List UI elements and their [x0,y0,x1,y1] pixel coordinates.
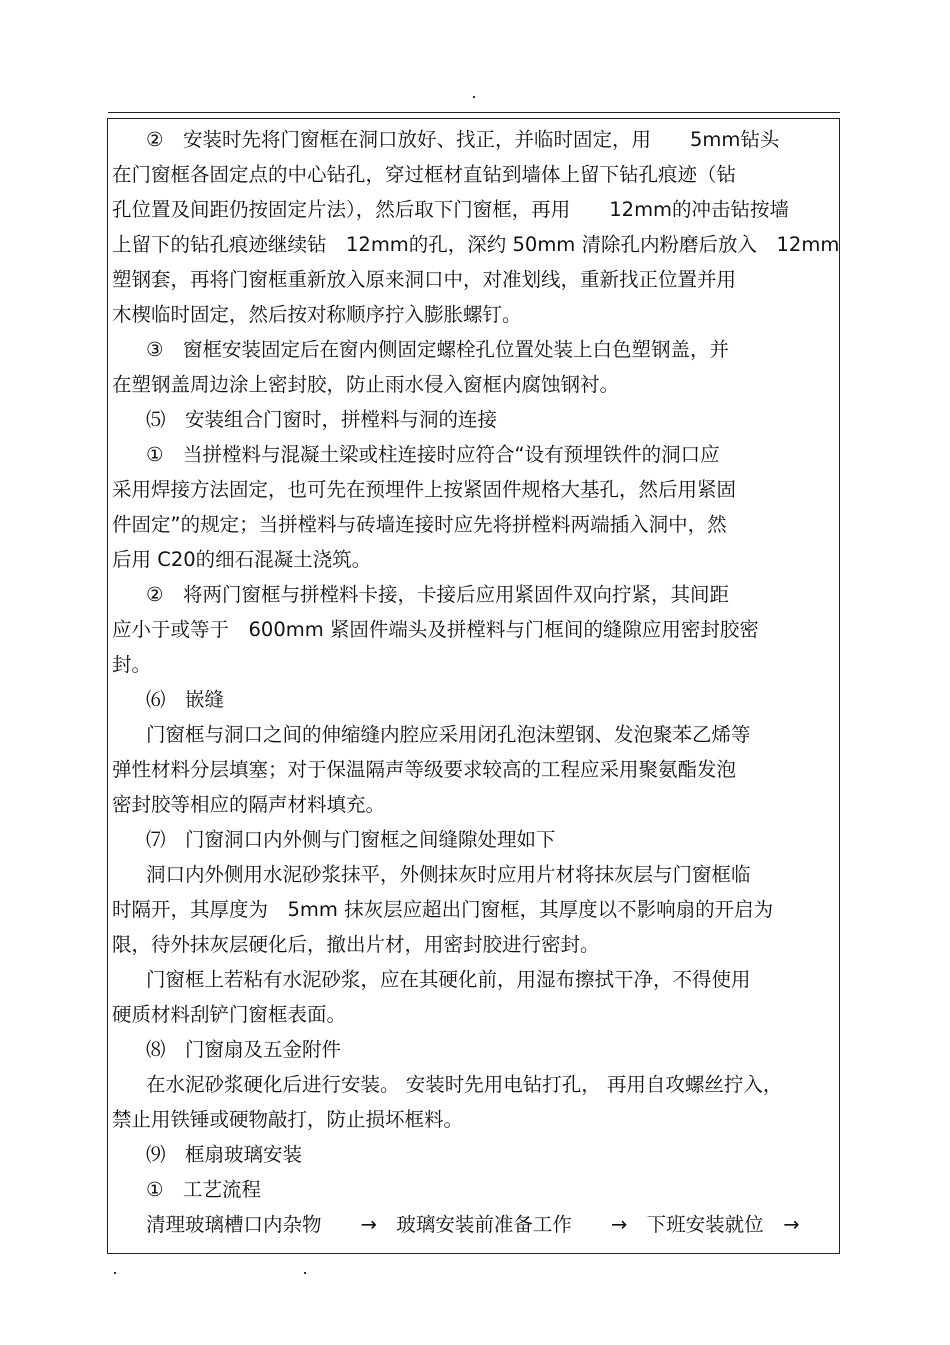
text-line: 硬质材料刮铲门窗框表面。 [112,1003,347,1026]
text-line: 后用 C20的细石混凝土浇筑。 [112,548,372,571]
text-line: 密封胶等相应的隔声材料填充。 [112,793,386,816]
text-line: 弹性材料分层填塞；对于保温隔声等级要求较高的工程应采用聚氨酯发泡 [112,758,737,781]
text-line: 在塑钢盖周边涂上密封胶，防止雨水侵入窗框内腐蚀钢衬。 [112,373,620,396]
text-line: 洞口内外侧用水泥砂浆抹平，外侧抹灰时应用片材将抹灰层与门窗框临 [146,863,751,886]
section-heading: ⑸ 安装组合门窗时，拼樘料与洞的连接 [146,408,498,431]
text-line: 上留下的钻孔痕迹继续钻 12mm的孔，深约 50mm 清除孔内粉磨后放入 12mm [112,233,840,256]
text-line: 孔位置及间距仍按固定片法），然后取下门窗框，再用 12mm的冲击钻按墙 [112,198,790,221]
text-line: 封。 [112,653,152,676]
text-line: 件固定”的规定；当拼樘料与砖墙连接时应先将拼樘料两端插入洞中，然 [112,513,727,536]
section-heading: ⑺ 门窗洞口内外侧与门窗框之间缝隙处理如下 [146,828,556,851]
text-line: 时隔开，其厚度为 5mm 抹灰层应超出门窗框，其厚度以不影响扇的开启为 [112,898,774,921]
section-heading: ⑹ 嵌缝 [146,688,225,711]
text-line: ② 将两门窗框与拼樘料卡接，卡接后应用紧固件双向拧紧，其间距 [146,583,729,606]
text-line: ① 当拼樘料与混凝土梁或柱连接时应符合“设有预埋铁件的洞口应 [146,443,720,466]
section-heading: ⑼ 框扇玻璃安装 [146,1143,303,1166]
footer-dot [114,1272,116,1274]
section-heading: ⑻ 门窗扇及五金附件 [146,1038,342,1061]
text-line: 采用焊接方法固定，也可先在预埋件上按紧固件规格大基孔，然后用紧固 [112,478,737,501]
text-line: 在门窗框各固定点的中心钻孔，穿过框材直钻到墙体上留下钻孔痕迹（钻 [112,163,737,186]
text-line: 门窗框与洞口之间的伸缩缝内腔应采用闭孔泡沫塑钢、发泡聚苯乙烯等 [146,723,751,746]
text-line: 门窗框上若粘有水泥砂浆，应在其硬化前，用湿布擦拭干净，不得使用 [146,968,751,991]
footer-dot [304,1272,306,1274]
header-dot [473,96,475,98]
text-line: 塑钢套，再将门窗框重新放入原来洞口中，对准划线，重新找正位置并用 [112,268,737,291]
text-line: ③ 窗框安装固定后在窗内侧固定螺栓孔位置处装上白色塑钢盖，并 [146,338,729,361]
text-line: 木楔临时固定，然后按对称顺序拧入膨胀螺钉。 [112,303,522,326]
text-line: ① 工艺流程 [146,1178,261,1201]
text-line: 清理玻璃槽口内杂物 → 玻璃安装前准备工作 → 下班安装就位 → [146,1213,800,1236]
text-line: 禁止用铁锤或硬物敲打，防止损坏框料。 [112,1108,464,1131]
text-line: 限，待外抹灰层硬化后，撤出片材，用密封胶进行密封。 [112,933,600,956]
header-rule [108,112,840,113]
text-line: 在水泥砂浆硬化后进行安装。 安装时先用电钻打孔， 再用自攻螺丝拧入， [146,1073,783,1096]
text-line: ② 安装时先将门窗框在洞口放好、找正，并临时固定，用 5mm钻头 [146,128,780,151]
text-line: 应小于或等于 600mm 紧固件端头及拼樘料与门框间的缝隙应用密封胶密 [112,618,759,641]
